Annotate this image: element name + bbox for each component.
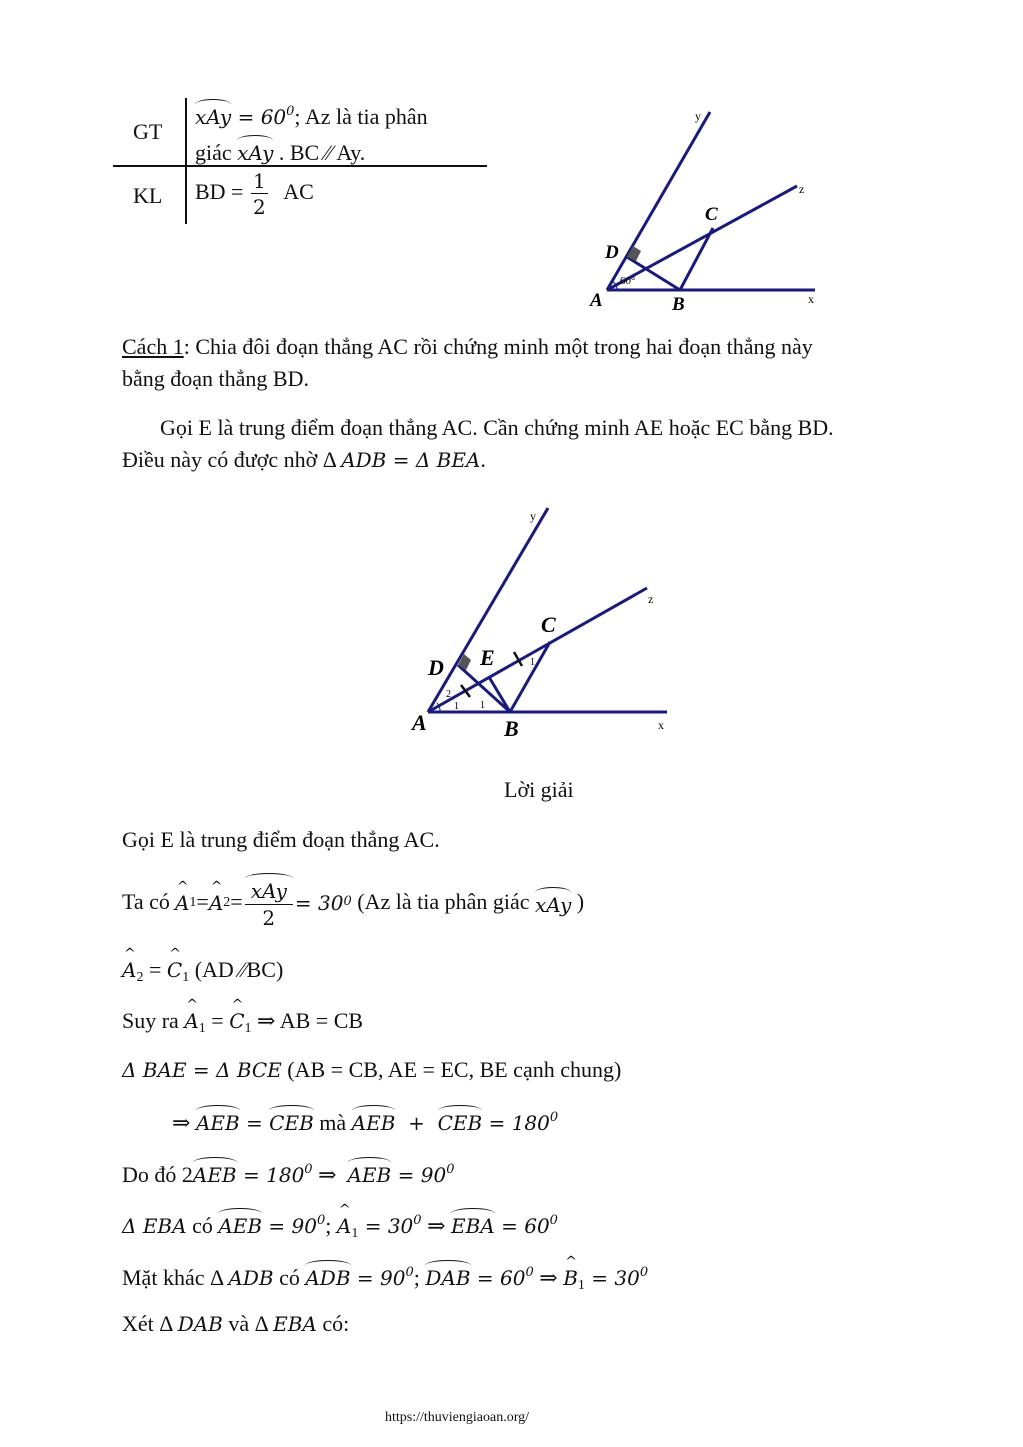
figure-1 (580, 100, 840, 320)
solution-line-10: Xét Δ DAB và Δ EBA có: (122, 1311, 350, 1336)
s2-fraction: $\frac{\text{xAy}}{2}$ (245, 876, 293, 929)
ray-az (428, 588, 647, 712)
label-d: D (428, 655, 444, 680)
footer-url[interactable]: https://thuviengiaoan.org/ (385, 1410, 530, 1425)
cach1-line-2: bằng đoạn thẳng BD. (122, 366, 309, 391)
table-horizontal-divider (113, 165, 487, 167)
solution-line-6: ⇒ AEB = CEB mà AEB + CEB = $180^0$ (172, 1110, 559, 1135)
gt-label: GT (133, 119, 163, 144)
label-a: A (590, 290, 603, 311)
label-60-degrees: 60° (620, 275, 636, 287)
segment-bc (680, 228, 713, 290)
p2-line-2: Điều này có được nhờ Δ ADB = Δ BEA. (122, 447, 486, 472)
label-z: z (799, 182, 805, 196)
label-z: z (648, 592, 654, 606)
cach1-line-1: Cách 1: Chia đôi đoạn thẳng AC rồi chứng minh một trong hai đoạn thẳng này (122, 334, 813, 359)
solution-line-1: Gọi E là trung điểm đoạn thẳng AC. (122, 827, 440, 852)
label-x: x (658, 718, 664, 732)
solution-line-8: Δ EBA có AEB = $90^0$; ^ $A_1 = 30^0$ ⇒ EBA = $60^0$ (122, 1211, 558, 1241)
label-c: C (705, 204, 718, 225)
label-c: C (541, 612, 556, 637)
label-b: B (672, 294, 685, 315)
label-e: E (480, 645, 495, 670)
p2-line-1: Gọi E là trung điểm đoạn thẳng AC. Cần chứng minh AE hoặc EC bằng BD. (160, 415, 834, 440)
solution-line-9: Mặt khác Δ ADB có ADB = $90^0$; DAB = $60^0$ ⇒ ^ $B_1 = 30^0$ (122, 1263, 648, 1293)
label-d: D (605, 242, 619, 263)
kl-fraction: $\frac{1}{2}$ (252, 169, 266, 219)
loi-giai-heading: Lời giải (504, 777, 574, 802)
ray-ay (428, 508, 548, 712)
label-a: A (412, 710, 427, 735)
label-angle-c1: 1 (530, 657, 535, 668)
label-x: x (808, 292, 814, 306)
segment-bc (510, 642, 550, 712)
label-angle-a2: 2 (446, 689, 451, 700)
label-y: y (695, 109, 701, 123)
solution-line-3: ^ $A_2$ = ^ $C_1$ (AD ⁄⁄BC) (122, 958, 283, 985)
label-y: y (530, 509, 536, 523)
table-vertical-divider (185, 98, 187, 224)
solution-line-4: Suy ra ^ $A_1$ = ^ $C_1$ ⇒ AB = CB (122, 1009, 363, 1036)
solution-line-7: Do đó $2AEB = 180^0$ ⇒ AEB = $90^0$ (122, 1162, 455, 1187)
kl-label: KL (133, 183, 163, 208)
label-angle-a1: 1 (454, 701, 459, 712)
gt-line-2: giác xAy . BC ⁄⁄ Ay. (195, 140, 366, 165)
label-b: B (504, 716, 519, 740)
label-angle-b1: 1 (480, 700, 485, 711)
solution-line-2: Ta có ^ A 1 = ^ A 2 = $\frac{\text{xAy}}{2}$ = 30 0 (Az là tia phân giác xAy ) (122, 876, 584, 929)
gt-angle-xAy: xAy (195, 102, 231, 128)
solution-line-5: Δ BAE = Δ BCE (AB = CB, AE = EC, BE cạnh chung) (122, 1057, 622, 1082)
gt-line-1: xAy = $60^0$; Az là tia phân (195, 104, 428, 129)
kl-statement: BD = $\frac{1}{2}$ AC (195, 169, 314, 219)
figure-2 (400, 500, 680, 740)
